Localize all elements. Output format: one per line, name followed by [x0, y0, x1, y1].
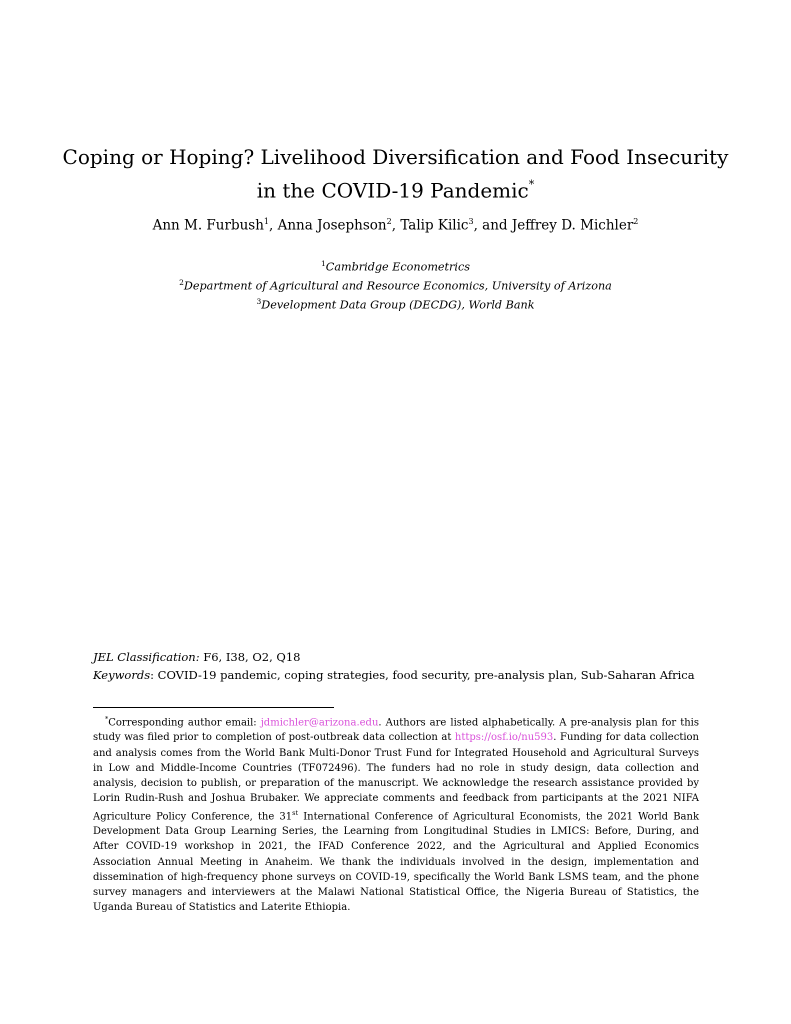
author-affiliation-marker: 2 — [633, 217, 639, 226]
footnote-text-1: Corresponding author email: — [108, 717, 261, 729]
author-separator: , — [269, 217, 278, 234]
affiliation-text: Cambridge Econometrics — [325, 260, 470, 274]
affiliation-list — [0, 256, 791, 314]
footnote-divider — [93, 707, 334, 708]
affiliation-marker: 3 — [256, 297, 262, 307]
author-name: Jeffrey D. Michler — [511, 217, 634, 234]
author-affiliation-marker: 3 — [468, 217, 474, 226]
title-footnote-marker[interactable]: * — [528, 178, 535, 191]
title-line-2-text: in the COVID-19 Pandemic — [256, 178, 529, 203]
affiliation-item — [0, 275, 791, 294]
author-name: Ann M. Furbush — [152, 217, 264, 234]
affiliation-marker: 1 — [321, 259, 326, 268]
author-separator: , and — [473, 217, 512, 234]
footnote-marker: * — [105, 715, 109, 723]
footnote — [93, 712, 699, 915]
affiliation-text: Development Data Group (DECDG), World Bank — [261, 299, 535, 313]
footnote-text-4: International Conference of Agricultural Economists, the 2021 World Bank Development Data Group Learning Series, the Learning from Longitudinal Studies in LMICS: Before, During, and After COVID-19 workshop in 2021, the IFAD Conference 2022, and the Agricultural and Applied Economics Association Annual Meeting in Anaheim. We thank the individuals involved in the design, implementation and dissemination of high-frequency phone surveys on COVID-19, specifically the World Bank LSMS team, and the phone survey managers and interviewers at the Malawi National Statistical Office, the Nigeria Bureau of Statistics, the Uganda Bureau of Statistics and Laterite Ethiopia. — [93, 811, 700, 913]
keywords — [93, 666, 713, 684]
jel-value: F6, I38, O2, Q18 — [199, 650, 301, 664]
jel-label: JEL Classification: — [93, 650, 200, 664]
affiliation-text: Department of Agricultural and Resource Economics, University of Arizona — [183, 279, 612, 293]
author-list — [0, 217, 791, 234]
title-line-1: Coping or Hoping? Livelihood Diversification and Food Insecurity — [62, 145, 729, 169]
classification-block — [93, 648, 713, 684]
author-separator: , — [391, 217, 401, 234]
author-affiliation-marker: 1 — [263, 217, 269, 226]
keywords-value: : COVID-19 pandemic, coping strategies, food security, pre-analysis plan, Sub-Saharan Africa — [150, 668, 695, 682]
footnote-text-2: . Authors are listed alphabetically. A pre-analysis plan for this study was filed prior to completion of post-outbreak data collection at — [93, 717, 699, 744]
email-link[interactable]: jdmichler@arizona.edu — [260, 717, 379, 729]
keywords-label: Keywords — [93, 668, 151, 682]
affiliation-item — [0, 256, 791, 275]
author-name: Anna Josephson — [277, 217, 387, 234]
affiliation-item — [0, 294, 791, 313]
paper-title — [0, 143, 791, 206]
jel-classification — [93, 648, 713, 666]
osf-link[interactable]: https://osf.io/nu593 — [454, 732, 554, 744]
footnote-text-3: . Funding for data collection and analysis comes from the World Bank Multi-Donor Trust Fund for Integrated Household and Agricultural Surveys in Low and Middle-Income Countries (TF072496). The funders had no role in study design, data collection and analysis, decision to publish, or preparation of the manuscript. We acknowledge the research assistance provided by Lorin Rudin-Rush and Joshua Brubaker. We appreciate comments and feedback from participants at the 2021 NIFA Agriculture Policy Conference, the 31 — [93, 732, 699, 823]
author-affiliation-marker: 2 — [386, 217, 392, 226]
title-line-2 — [0, 172, 791, 206]
affiliation-marker: 2 — [179, 278, 184, 288]
author-name: Talip Kilic — [400, 217, 469, 234]
ordinal-suffix: st — [292, 808, 299, 817]
